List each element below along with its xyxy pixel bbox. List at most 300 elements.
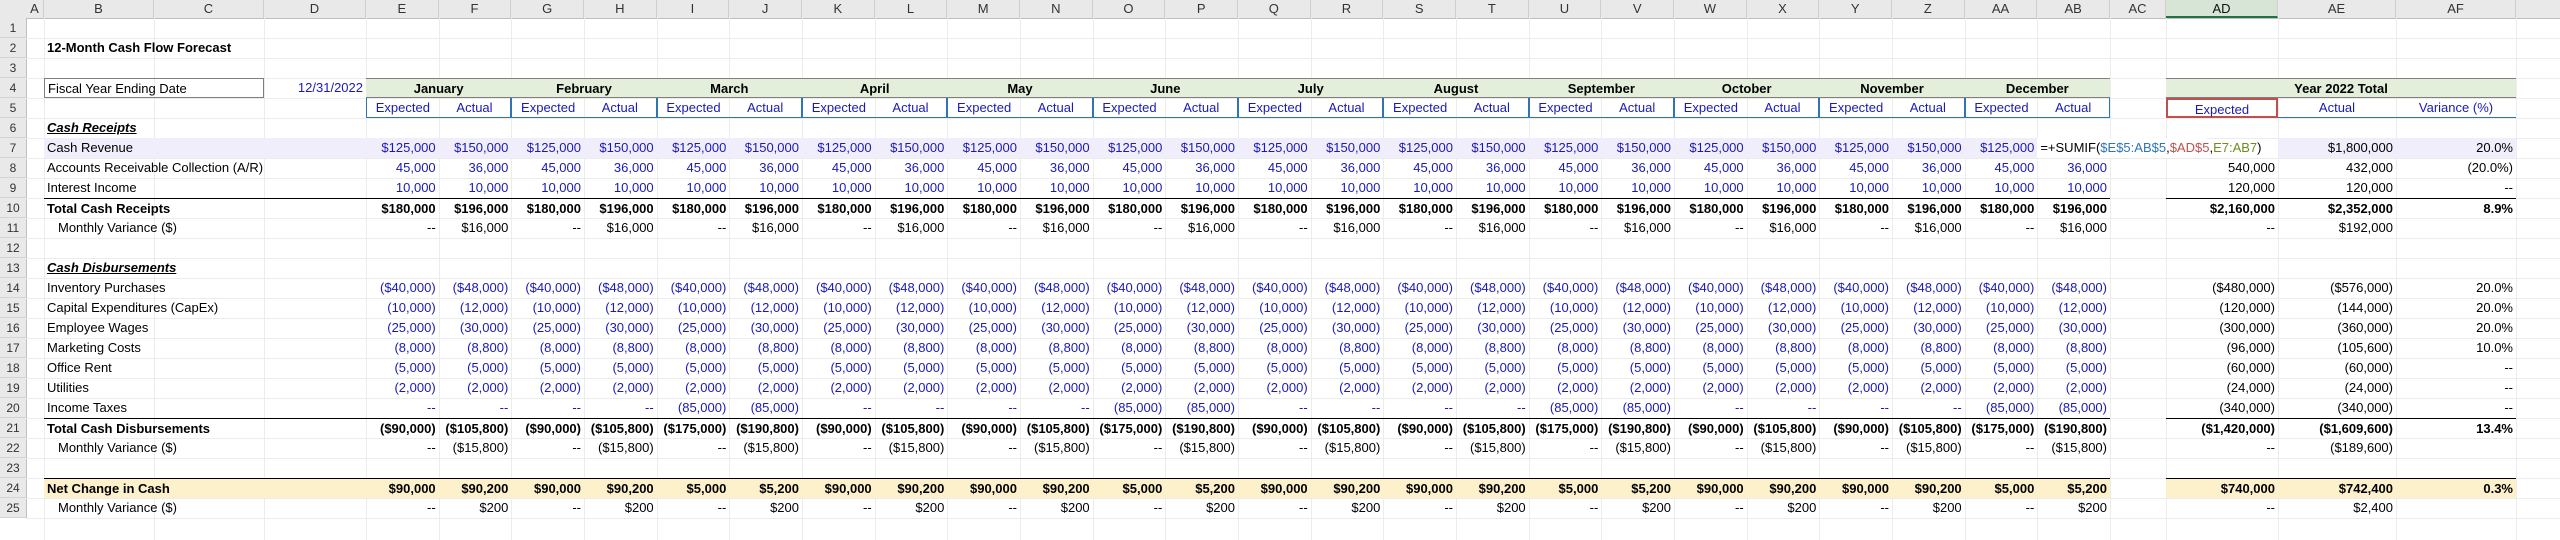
cell-expected-value[interactable]: -- xyxy=(1444,440,1453,455)
cell-actual-value[interactable]: 10,000 xyxy=(468,180,509,195)
cell-actual-value[interactable]: $150,000 xyxy=(584,138,657,158)
total-variance-value[interactable]: -- xyxy=(2504,180,2513,195)
cell-expected-value[interactable]: $180,000 xyxy=(1819,198,1892,218)
row-label[interactable]: Accounts Receivable Collection (A/R) xyxy=(47,160,264,175)
cell-expected-value[interactable]: $5,000 xyxy=(1093,478,1166,498)
cell-actual-value[interactable]: $196,000 xyxy=(1601,198,1674,218)
cell-actual-value[interactable]: (8,800) xyxy=(1484,340,1526,355)
cell-expected-value[interactable]: (25,000) xyxy=(1695,320,1744,335)
column-header-h[interactable]: H xyxy=(584,0,657,18)
cell-expected-value[interactable]: -- xyxy=(1589,500,1599,515)
cell-actual-value[interactable]: 10,000 xyxy=(1776,180,1817,195)
cell-actual-value[interactable]: -- xyxy=(644,400,654,415)
cell-expected-value[interactable]: (5,000) xyxy=(1847,360,1889,375)
cell-expected-value[interactable]: ($40,000) xyxy=(1688,280,1744,295)
cell-actual-value[interactable]: (8,800) xyxy=(1339,340,1381,355)
cell-actual-value[interactable]: $150,000 xyxy=(1601,138,1674,158)
row-header-20[interactable]: 20 xyxy=(0,398,26,418)
cell-actual-value[interactable]: (12,000) xyxy=(1622,300,1671,315)
cell-expected-value[interactable]: (5,000) xyxy=(1411,360,1453,375)
cell-expected-value[interactable]: $5,000 xyxy=(1529,478,1602,498)
cell-actual-value[interactable]: (8,800) xyxy=(1629,340,1671,355)
cell-expected-value[interactable]: (25,000) xyxy=(823,320,872,335)
cell-expected-value[interactable]: $180,000 xyxy=(1965,198,2038,218)
cell-actual-value[interactable]: $200 xyxy=(1642,500,1671,515)
cell-actual-value[interactable]: $150,000 xyxy=(439,138,512,158)
cell-expected-value[interactable]: ($40,000) xyxy=(1106,280,1163,295)
row-header-23[interactable]: 23 xyxy=(0,458,26,478)
cell-actual-value[interactable]: -- xyxy=(1080,400,1090,415)
cell-expected-value[interactable]: ($90,000) xyxy=(947,418,1020,438)
cell-actual-value[interactable]: -- xyxy=(1371,400,1381,415)
cell-actual-value[interactable]: (5,000) xyxy=(467,360,509,375)
cell-expected-value[interactable]: -- xyxy=(1589,220,1599,235)
total-expected-value[interactable]: -- xyxy=(2266,220,2275,235)
cell-actual-value[interactable]: (30,000) xyxy=(895,320,945,335)
cell-expected-value[interactable]: (8,000) xyxy=(975,340,1017,355)
cell-expected-value[interactable]: 45,000 xyxy=(1122,160,1163,175)
cell-actual-value[interactable]: ($105,800) xyxy=(1892,418,1965,438)
subheader-expected[interactable]: Expected xyxy=(1383,98,1456,118)
cell-actual-value[interactable]: 36,000 xyxy=(2067,160,2107,175)
cell-actual-value[interactable]: (30,000) xyxy=(1331,320,1381,335)
cell-actual-value[interactable]: ($105,800) xyxy=(1747,418,1820,438)
cell-expected-value[interactable]: $125,000 xyxy=(366,138,439,158)
month-header-march[interactable]: March xyxy=(657,78,802,98)
cell-actual-value[interactable]: 10,000 xyxy=(1921,180,1962,195)
cell-expected-value[interactable]: $180,000 xyxy=(366,198,439,218)
cell-expected-value[interactable]: -- xyxy=(426,440,436,455)
cell-actual-value[interactable]: (12,000) xyxy=(605,300,654,315)
total-variance-value[interactable]: 13.4% xyxy=(2396,418,2516,438)
cell-actual-value[interactable]: (85,000) xyxy=(750,400,799,415)
cell-expected-value[interactable]: (10,000) xyxy=(677,300,727,315)
cell-expected-value[interactable]: -- xyxy=(862,400,872,415)
cell-expected-value[interactable]: -- xyxy=(1444,500,1453,515)
cell-expected-value[interactable]: (85,000) xyxy=(1113,400,1163,415)
cell-actual-value[interactable]: $90,200 xyxy=(1020,478,1093,498)
cell-actual-value[interactable]: ($15,800) xyxy=(888,440,945,455)
cell-actual-value[interactable]: ($15,800) xyxy=(598,440,654,455)
cell-actual-value[interactable]: ($48,000) xyxy=(1760,280,1817,295)
cell-expected-value[interactable]: $180,000 xyxy=(511,198,584,218)
column-header-f[interactable]: F xyxy=(439,0,512,18)
cell-actual-value[interactable]: $5,200 xyxy=(1165,478,1238,498)
cell-actual-value[interactable]: $90,200 xyxy=(1892,478,1965,498)
column-header-ae[interactable]: AE xyxy=(2278,0,2396,18)
cell-actual-value[interactable]: $90,200 xyxy=(1747,478,1820,498)
row-label[interactable]: Cash Revenue xyxy=(44,138,366,158)
row-label[interactable]: Income Taxes xyxy=(47,400,127,415)
cell-actual-value[interactable]: 36,000 xyxy=(1921,160,1962,175)
cell-actual-value[interactable]: (12,000) xyxy=(1767,300,1817,315)
cell-expected-value[interactable]: -- xyxy=(572,400,581,415)
total-variance-value[interactable]: -- xyxy=(2504,380,2513,395)
cell-actual-value[interactable]: $196,000 xyxy=(1892,198,1965,218)
cell-expected-value[interactable]: ($40,000) xyxy=(1978,280,2035,295)
cell-expected-value[interactable]: ($40,000) xyxy=(1252,280,1308,295)
column-header-e[interactable]: E xyxy=(366,0,439,18)
cell-expected-value[interactable]: $125,000 xyxy=(1529,138,1602,158)
cell-expected-value[interactable]: $125,000 xyxy=(1965,138,2038,158)
cell-actual-value[interactable]: ($48,000) xyxy=(1906,280,1962,295)
cell-actual-value[interactable]: (2,000) xyxy=(1484,380,1526,395)
column-header-t[interactable]: T xyxy=(1456,0,1529,18)
total-variance-value[interactable]: 20.0% xyxy=(2476,300,2513,315)
cell-expected-value[interactable]: -- xyxy=(1008,500,1017,515)
cell-actual-value[interactable]: (8,800) xyxy=(2065,340,2107,355)
cell-expected-value[interactable]: $90,000 xyxy=(802,478,875,498)
cell-actual-value[interactable]: ($190,800) xyxy=(2037,418,2110,438)
total-variance-value[interactable]: -- xyxy=(2504,360,2513,375)
cell-actual-value[interactable]: ($15,800) xyxy=(1760,440,1817,455)
column-header-y[interactable]: Y xyxy=(1819,0,1892,18)
total-actual-value[interactable]: 432,000 xyxy=(2346,160,2393,175)
cell-expected-value[interactable]: 10,000 xyxy=(686,180,727,195)
cell-expected-value[interactable]: -- xyxy=(717,220,727,235)
total-expected-value[interactable]: (96,000) xyxy=(2226,340,2275,355)
subheader-actual[interactable]: Actual xyxy=(1747,98,1820,118)
cell-expected-value[interactable]: ($40,000) xyxy=(961,280,1017,295)
cell-actual-value[interactable]: (30,000) xyxy=(2058,320,2107,335)
cell-actual-value[interactable]: (5,000) xyxy=(1629,360,1671,375)
cell-actual-value[interactable]: (5,000) xyxy=(1193,360,1235,375)
row-header-13[interactable]: 13 xyxy=(0,258,26,278)
cell-expected-value[interactable]: $180,000 xyxy=(802,198,875,218)
cell-actual-value[interactable]: ($15,800) xyxy=(1034,440,1090,455)
cell-actual-value[interactable]: ($190,800) xyxy=(1601,418,1674,438)
row-header-3[interactable]: 3 xyxy=(0,58,26,78)
total-expected-value[interactable]: 540,000 xyxy=(2228,160,2275,175)
cell-actual-value[interactable]: $196,000 xyxy=(584,198,657,218)
cell-expected-value[interactable]: (85,000) xyxy=(1549,400,1599,415)
row-header-21[interactable]: 21 xyxy=(0,418,26,438)
cell-actual-value[interactable]: -- xyxy=(1807,400,1817,415)
row-label[interactable]: Net Change in Cash xyxy=(44,478,366,498)
total-actual-header[interactable]: Actual xyxy=(2278,98,2396,118)
column-header-ac[interactable]: AC xyxy=(2110,0,2166,18)
cell-actual-value[interactable]: -- xyxy=(1516,400,1526,415)
cell-expected-value[interactable]: 45,000 xyxy=(977,160,1017,175)
cell-expected-value[interactable]: (5,000) xyxy=(1266,360,1308,375)
cell-actual-value[interactable]: (12,000) xyxy=(1331,300,1381,315)
cell-expected-value[interactable]: -- xyxy=(717,440,727,455)
row-header-10[interactable]: 10 xyxy=(0,198,26,218)
cell-expected-value[interactable]: $180,000 xyxy=(947,198,1020,218)
total-expected-value[interactable]: 120,000 xyxy=(2228,180,2275,195)
cell-expected-value[interactable]: $5,000 xyxy=(657,478,730,498)
cell-actual-value[interactable]: ($48,000) xyxy=(598,280,654,295)
cell-actual-value[interactable]: ($105,800) xyxy=(584,418,657,438)
cell-actual-value[interactable]: ($48,000) xyxy=(1615,280,1671,295)
cell-expected-value[interactable]: 10,000 xyxy=(1849,180,1889,195)
cell-actual-value[interactable]: (2,000) xyxy=(1048,380,1090,395)
cell-expected-value[interactable]: $125,000 xyxy=(1819,138,1892,158)
month-header-december[interactable]: December xyxy=(1965,78,2110,98)
cell-actual-value[interactable]: $90,200 xyxy=(439,478,512,498)
cell-actual-value[interactable]: ($15,800) xyxy=(1324,440,1381,455)
cell-expected-value[interactable]: 45,000 xyxy=(1849,160,1889,175)
cell-expected-value[interactable]: (25,000) xyxy=(1840,320,1889,335)
cell-actual-value[interactable]: $5,200 xyxy=(729,478,802,498)
cell-actual-value[interactable]: 36,000 xyxy=(468,160,509,175)
cell-actual-value[interactable]: (12,000) xyxy=(1913,300,1962,315)
cell-actual-value[interactable]: (5,000) xyxy=(1048,360,1090,375)
cell-actual-value[interactable]: $150,000 xyxy=(1020,138,1093,158)
cell-actual-value[interactable]: $150,000 xyxy=(729,138,802,158)
cell-expected-value[interactable]: -- xyxy=(2025,220,2035,235)
cell-actual-value[interactable]: ($105,800) xyxy=(439,418,512,438)
cell-expected-value[interactable]: (5,000) xyxy=(830,360,872,375)
cell-expected-value[interactable]: (10,000) xyxy=(1549,300,1599,315)
total-actual-value[interactable]: (60,000) xyxy=(2344,360,2393,375)
cell-actual-value[interactable]: (12,000) xyxy=(1186,300,1235,315)
subheader-actual[interactable]: Actual xyxy=(1165,98,1238,118)
cell-expected-value[interactable]: (25,000) xyxy=(968,320,1017,335)
cell-expected-value[interactable]: -- xyxy=(862,500,872,515)
total-expected-value[interactable]: -- xyxy=(2266,440,2275,455)
cell-actual-value[interactable]: $200 xyxy=(1496,500,1526,515)
total-expected-value[interactable]: -- xyxy=(2266,500,2275,515)
cell-actual-value[interactable]: (12,000) xyxy=(1041,300,1090,315)
cell-actual-value[interactable]: (2,000) xyxy=(612,380,654,395)
cell-expected-value[interactable]: (10,000) xyxy=(1404,300,1453,315)
cell-expected-value[interactable]: (8,000) xyxy=(685,340,727,355)
cell-actual-value[interactable]: $16,000 xyxy=(1333,220,1381,235)
column-header-o[interactable]: O xyxy=(1093,0,1166,18)
total-actual-value[interactable]: (360,000) xyxy=(2337,320,2393,335)
cell-expected-value[interactable]: $90,000 xyxy=(1383,478,1456,498)
total-expected-value[interactable]: (300,000) xyxy=(2219,320,2275,335)
cell-actual-value[interactable]: $200 xyxy=(2078,500,2107,515)
cell-actual-value[interactable]: (30,000) xyxy=(605,320,654,335)
cell-actual-value[interactable]: (85,000) xyxy=(2058,400,2107,415)
cell-actual-value[interactable]: (5,000) xyxy=(1920,360,1962,375)
cell-expected-value[interactable]: (8,000) xyxy=(1702,340,1744,355)
cell-expected-value[interactable]: -- xyxy=(426,400,436,415)
cell-expected-value[interactable]: ($40,000) xyxy=(380,280,436,295)
cell-actual-value[interactable]: (2,000) xyxy=(757,380,799,395)
cell-expected-value[interactable]: ($90,000) xyxy=(802,418,875,438)
column-header-w[interactable]: W xyxy=(1674,0,1747,18)
cell-actual-value[interactable]: ($48,000) xyxy=(1470,280,1526,295)
cell-expected-value[interactable]: (25,000) xyxy=(1985,320,2035,335)
cell-actual-value[interactable]: 10,000 xyxy=(613,180,654,195)
cell-expected-value[interactable]: -- xyxy=(1444,400,1453,415)
cell-expected-value[interactable]: 45,000 xyxy=(1994,160,2035,175)
cell-actual-value[interactable]: $196,000 xyxy=(1456,198,1529,218)
cell-actual-value[interactable]: -- xyxy=(1952,400,1962,415)
row-header-9[interactable]: 9 xyxy=(0,178,26,198)
cell-expected-value[interactable]: (8,000) xyxy=(1266,340,1308,355)
cell-expected-value[interactable]: (10,000) xyxy=(1695,300,1744,315)
cell-expected-value[interactable]: (2,000) xyxy=(1121,380,1163,395)
cell-actual-value[interactable]: $200 xyxy=(1787,500,1817,515)
cell-expected-value[interactable]: (10,000) xyxy=(1985,300,2035,315)
column-header-l[interactable]: L xyxy=(875,0,948,18)
section-cash-disbursements[interactable]: Cash Disbursements xyxy=(47,260,177,275)
total-actual-value[interactable]: $742,400 xyxy=(2278,478,2396,498)
cell-expected-value[interactable]: $125,000 xyxy=(1238,138,1311,158)
total-expected-value[interactable]: ($480,000) xyxy=(2212,280,2275,295)
cell-expected-value[interactable]: (2,000) xyxy=(1847,380,1889,395)
cell-expected-value[interactable]: (10,000) xyxy=(387,300,436,315)
cell-expected-value[interactable]: (5,000) xyxy=(1121,360,1163,375)
cell-actual-value[interactable]: (30,000) xyxy=(1913,320,1962,335)
cell-actual-value[interactable]: $196,000 xyxy=(1747,198,1820,218)
cell-actual-value[interactable]: $196,000 xyxy=(1165,198,1238,218)
total-expected-value[interactable]: (24,000) xyxy=(2226,380,2275,395)
row-header-16[interactable]: 16 xyxy=(0,318,26,338)
cell-expected-value[interactable]: $5,000 xyxy=(1965,478,2038,498)
cell-expected-value[interactable]: 10,000 xyxy=(831,180,872,195)
cell-expected-value[interactable]: $180,000 xyxy=(657,198,730,218)
cell-actual-value[interactable]: $16,000 xyxy=(1187,220,1235,235)
cell-actual-value[interactable]: ($190,800) xyxy=(729,418,802,438)
row-label[interactable]: Total Cash Disbursements xyxy=(44,418,366,438)
row-header-11[interactable]: 11 xyxy=(0,218,26,238)
cell-expected-value[interactable]: ($90,000) xyxy=(511,418,584,438)
subheader-actual[interactable]: Actual xyxy=(1892,98,1965,118)
cell-expected-value[interactable]: -- xyxy=(1008,400,1017,415)
cell-expected-value[interactable]: (8,000) xyxy=(1557,340,1599,355)
cell-expected-value[interactable]: -- xyxy=(1880,400,1889,415)
cell-actual-value[interactable]: ($15,800) xyxy=(2051,440,2107,455)
cell-actual-value[interactable]: ($15,800) xyxy=(1906,440,1962,455)
column-header-af[interactable]: AF xyxy=(2396,0,2516,18)
month-header-july[interactable]: July xyxy=(1238,78,1383,98)
column-header-j[interactable]: J xyxy=(729,0,802,18)
cell-actual-value[interactable]: ($48,000) xyxy=(743,280,799,295)
cell-expected-value[interactable]: $125,000 xyxy=(1093,138,1166,158)
cell-actual-value[interactable]: (85,000) xyxy=(1622,400,1671,415)
row-header-6[interactable]: 6 xyxy=(0,118,26,138)
total-variance-value[interactable]: 8.9% xyxy=(2396,198,2516,218)
cell-expected-value[interactable]: ($90,000) xyxy=(1238,418,1311,438)
cell-actual-value[interactable]: (8,800) xyxy=(903,340,945,355)
fiscal-year-value[interactable]: 12/31/2022 xyxy=(297,80,363,95)
cell-actual-value[interactable]: (2,000) xyxy=(2065,380,2107,395)
row-header-22[interactable]: 22 xyxy=(0,438,26,458)
total-expected-value[interactable]: (340,000) xyxy=(2219,400,2275,415)
subheader-actual[interactable]: Actual xyxy=(439,98,512,118)
cell-actual-value[interactable]: $16,000 xyxy=(1042,220,1090,235)
cell-expected-value[interactable]: (8,000) xyxy=(1847,340,1889,355)
total-expected-value[interactable]: $2,160,000 xyxy=(2166,198,2278,218)
sheet-title[interactable]: 12-Month Cash Flow Forecast xyxy=(47,40,232,55)
total-actual-value[interactable]: $192,000 xyxy=(2338,220,2393,235)
cell-expected-value[interactable]: $180,000 xyxy=(1383,198,1456,218)
cell-actual-value[interactable]: 36,000 xyxy=(1776,160,1817,175)
cell-expected-value[interactable]: -- xyxy=(1880,440,1889,455)
cell-expected-value[interactable]: (8,000) xyxy=(394,340,436,355)
cell-expected-value[interactable]: -- xyxy=(1444,220,1453,235)
cell-actual-value[interactable]: -- xyxy=(935,400,945,415)
column-header-z[interactable]: Z xyxy=(1892,0,1965,18)
month-header-april[interactable]: April xyxy=(802,78,947,98)
cell-actual-value[interactable]: ($48,000) xyxy=(1034,280,1090,295)
cell-actual-value[interactable]: (12,000) xyxy=(895,300,945,315)
cell-actual-value[interactable]: $16,000 xyxy=(1478,220,1526,235)
cell-actual-value[interactable]: ($105,800) xyxy=(1311,418,1384,438)
cell-expected-value[interactable]: -- xyxy=(1589,440,1599,455)
cell-expected-value[interactable]: -- xyxy=(1734,440,1744,455)
cell-expected-value[interactable]: (2,000) xyxy=(1557,380,1599,395)
cell-actual-value[interactable]: 10,000 xyxy=(2067,180,2107,195)
cell-actual-value[interactable]: 10,000 xyxy=(1340,180,1381,195)
cell-expected-value[interactable]: -- xyxy=(1734,220,1744,235)
cell-expected-value[interactable]: (2,000) xyxy=(1266,380,1308,395)
cell-actual-value[interactable]: $150,000 xyxy=(1311,138,1384,158)
cell-expected-value[interactable]: (2,000) xyxy=(1411,380,1453,395)
cell-actual-value[interactable]: ($15,800) xyxy=(1615,440,1671,455)
formula-edit-cell[interactable] xyxy=(2037,138,2262,158)
cell-expected-value[interactable]: 10,000 xyxy=(1267,180,1308,195)
month-header-august[interactable]: August xyxy=(1383,78,1528,98)
cell-actual-value[interactable]: 36,000 xyxy=(1631,160,1671,175)
cell-expected-value[interactable]: $180,000 xyxy=(1529,198,1602,218)
cell-actual-value[interactable]: $196,000 xyxy=(439,198,512,218)
cell-expected-value[interactable]: $90,000 xyxy=(1238,478,1311,498)
row-header-15[interactable]: 15 xyxy=(0,298,26,318)
cell-expected-value[interactable]: (8,000) xyxy=(1121,340,1163,355)
cell-expected-value[interactable]: -- xyxy=(1734,400,1744,415)
cell-actual-value[interactable]: 10,000 xyxy=(1631,180,1671,195)
cell-actual-value[interactable]: $200 xyxy=(770,500,799,515)
cell-expected-value[interactable]: (25,000) xyxy=(387,320,436,335)
total-actual-value[interactable]: ($1,609,600) xyxy=(2278,418,2396,438)
total-actual-value[interactable]: $1,800,000 xyxy=(2278,138,2396,158)
cell-expected-value[interactable]: 10,000 xyxy=(977,180,1017,195)
cell-actual-value[interactable]: (2,000) xyxy=(1920,380,1962,395)
cell-actual-value[interactable]: (2,000) xyxy=(1775,380,1817,395)
cell-actual-value[interactable]: ($15,800) xyxy=(1470,440,1526,455)
total-variance-header[interactable]: Variance (%) xyxy=(2396,98,2516,118)
column-header-u[interactable]: U xyxy=(1529,0,1602,18)
cell-expected-value[interactable]: ($175,000) xyxy=(1093,418,1166,438)
subheader-expected[interactable]: Expected xyxy=(947,98,1020,118)
month-header-january[interactable]: January xyxy=(366,78,511,98)
cell-actual-value[interactable]: (5,000) xyxy=(1484,360,1526,375)
cell-expected-value[interactable]: (85,000) xyxy=(1985,400,2035,415)
cell-actual-value[interactable]: $90,200 xyxy=(875,478,948,498)
cell-actual-value[interactable]: 10,000 xyxy=(1195,180,1235,195)
column-header-i[interactable]: I xyxy=(657,0,730,18)
cell-expected-value[interactable]: (8,000) xyxy=(539,340,581,355)
cell-actual-value[interactable]: -- xyxy=(499,400,509,415)
subheader-actual[interactable]: Actual xyxy=(875,98,948,118)
cell-actual-value[interactable]: 10,000 xyxy=(904,180,945,195)
cell-actual-value[interactable]: ($105,800) xyxy=(1456,418,1529,438)
cell-actual-value[interactable]: (2,000) xyxy=(467,380,509,395)
cell-expected-value[interactable]: 45,000 xyxy=(395,160,436,175)
cell-expected-value[interactable]: -- xyxy=(1153,220,1163,235)
cell-expected-value[interactable]: 45,000 xyxy=(1558,160,1599,175)
cell-actual-value[interactable]: $16,000 xyxy=(606,220,654,235)
total-variance-value[interactable]: (20.0%) xyxy=(2467,160,2513,175)
total-variance-value[interactable]: 20.0% xyxy=(2476,320,2513,335)
cell-expected-value[interactable]: (5,000) xyxy=(685,360,727,375)
total-variance-value[interactable]: -- xyxy=(2504,400,2513,415)
cell-actual-value[interactable]: (8,800) xyxy=(757,340,799,355)
cell-expected-value[interactable]: (5,000) xyxy=(394,360,436,375)
row-header-17[interactable]: 17 xyxy=(0,338,26,358)
cell-expected-value[interactable]: (8,000) xyxy=(1411,340,1453,355)
month-header-november[interactable]: November xyxy=(1819,78,1964,98)
cell-actual-value[interactable]: $200 xyxy=(624,500,654,515)
cell-expected-value[interactable]: (10,000) xyxy=(1113,300,1163,315)
cell-actual-value[interactable]: ($105,800) xyxy=(1020,418,1093,438)
